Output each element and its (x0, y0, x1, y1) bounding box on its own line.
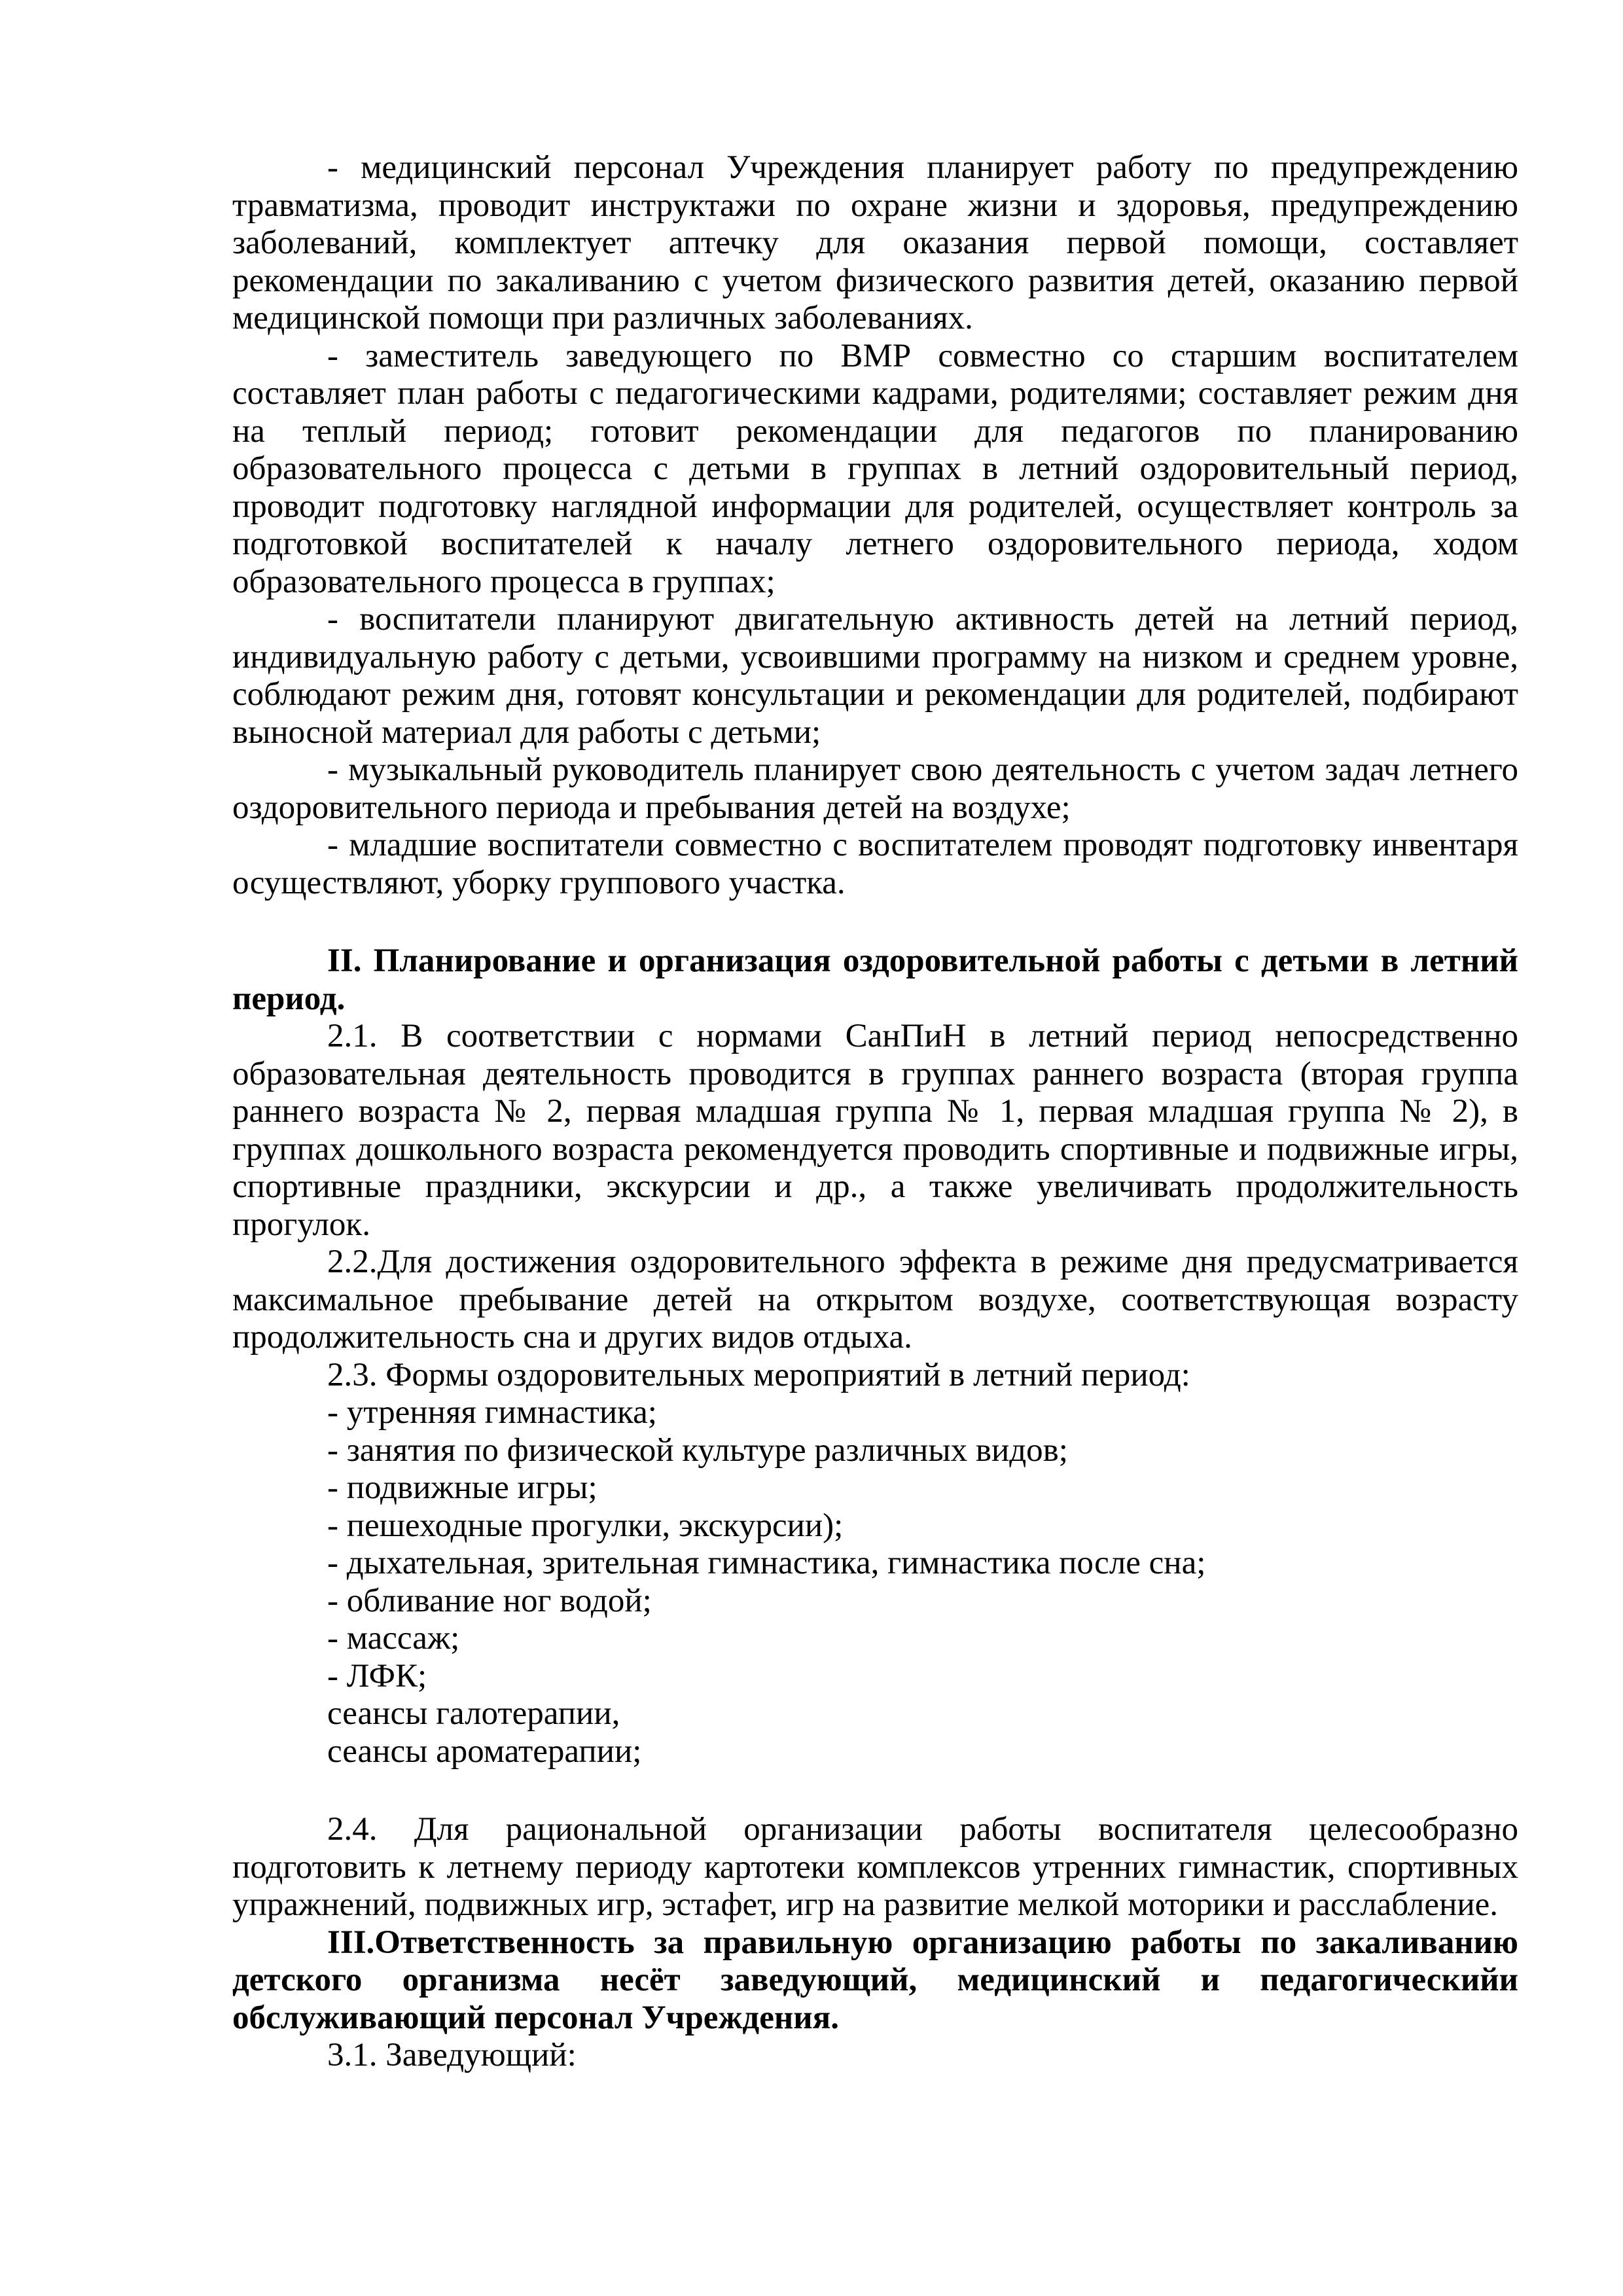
section-2-heading: II. Планирование и организация оздоровительной работы с детьми в летний период. (232, 942, 1518, 1017)
health-activities-list (232, 1394, 1518, 1770)
list-item: - утренняя гимнастика; (327, 1394, 657, 1431)
list-item: - подвижные игры; (327, 1469, 597, 1506)
spacer (232, 902, 1518, 942)
list-item: - массаж; (327, 1620, 460, 1657)
paragraph-deputy-head: - заместитель заведующего по ВМР совместно со старшим воспитателем составляет план работы с педагогическими кадрами, родителями; составляет режим дня на теплый период; готовит рекомендации для педагогов по планированию образовательного процесса с детьми в группах в летний оздоровительный период, проводит подготовку наглядной информации для родителей, осуществляет контроль за подготовкой воспитателей к началу летнего оздоровительного периода, ходом образовательного процесса в группах; (232, 337, 1518, 600)
list-item: сеансы ароматерапии; (327, 1732, 642, 1770)
list-item: - ЛФК; (327, 1657, 427, 1695)
section-3-heading: III.Ответственность за правильную организацию работы по закаливанию детского организма несёт заведующий, медицинский и педагогическийи обслуживающий персонал Учреждения. (232, 1924, 1518, 2036)
list-item: сеансы галотерапии, (327, 1695, 620, 1732)
paragraph-junior-educators: - младшие воспитатели совместно с воспитателем проводят подготовку инвентаря осуществляют, уборку группового участка. (232, 827, 1518, 901)
paragraph-2-2: 2.2.Для достижения оздоровительного эффекта в режиме дня предусматривается максимальное пребывание детей на открытом воздухе, соответствующая возрасту продолжительность сна и других видов отдыха. (232, 1244, 1518, 1355)
list-item: - пешеходные прогулки, экскурсии); (327, 1507, 844, 1544)
document-page (232, 149, 1518, 2075)
paragraph-2-3: 2.3. Формы оздоровительных мероприятий в летний период: (327, 1356, 1190, 1393)
spacer (232, 1770, 1518, 1811)
list-item: - дыхательная, зрительная гимнастика, гимнастика после сна; (327, 1545, 1206, 1581)
paragraph-medical-staff: - медицинский персонал Учреждения планирует работу по предупреждению травматизма, проводит инструктажи по охране жизни и здоровья, предупреждению заболеваний, комплектует аптечку для оказания первой помощи, составляет рекомендации по закаливанию с учетом физического развития детей, оказанию первой медицинской помощи при различных заболеваниях. (232, 149, 1518, 336)
list-item: - обливание ног водой; (327, 1582, 652, 1619)
paragraph-3-1: 3.1. Заведующий: (327, 2037, 577, 2073)
list-item: - занятия по физической культуре различных видов; (327, 1431, 1068, 1469)
paragraph-music-director: - музыкальный руководитель планирует свою деятельность с учетом задач летнего оздоровительного периода и пребывания детей на воздухе; (232, 751, 1518, 826)
paragraph-2-4: 2.4. Для рациональной организации работы воспитателя целесообразно подготовить к летнему периоду картотеки комплексов утренних гимнастик, спортивных упражнений, подвижных игр, эстафет, игр на развитие мелкой моторики и расслабление. (232, 1811, 1518, 1923)
paragraph-2-1: 2.1. В соответствии с нормами СанПиН в летний период непосредственно образовательная деятельность проводится в группах раннего возраста (вторая группа раннего возраста № 2, первая младшая группа № 1, первая младшая группа № 2), в группах дошкольного возраста рекомендуется проводить спортивные и подвижные игры, спортивные праздники, экскурсии и др., а также увеличивать продолжительность прогулок. (232, 1018, 1518, 1243)
paragraph-educators: - воспитатели планируют двигательную активность детей на летний период, индивидуальную работу с детьми, усвоившими программу на низком и среднем уровне, соблюдают режим дня, готовят консультации и рекомендации для родителей, подбирают выносной материал для работы с детьми; (232, 601, 1518, 751)
